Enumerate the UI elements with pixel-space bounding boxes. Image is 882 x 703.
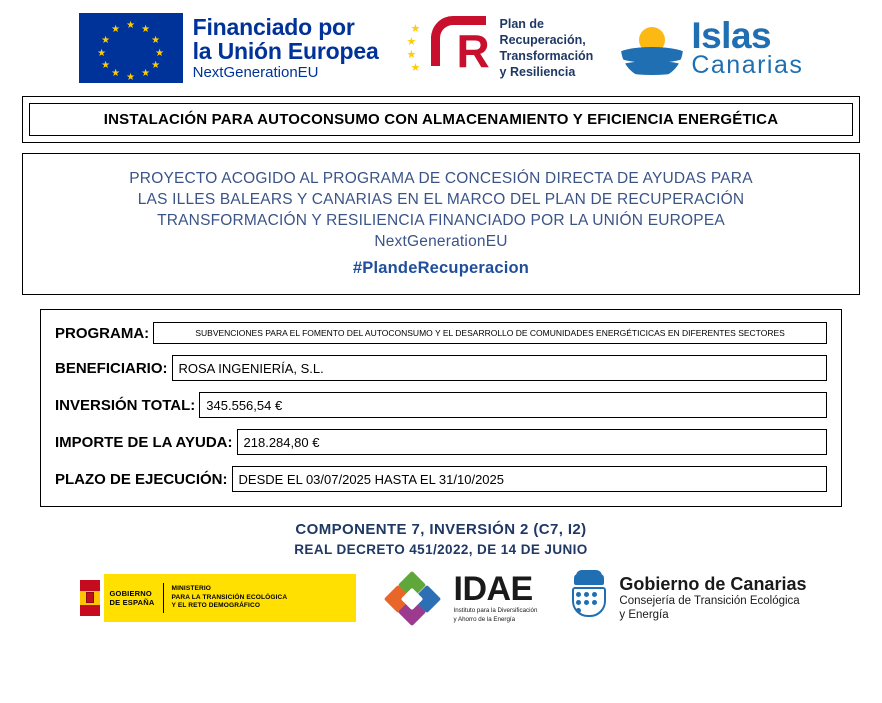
description-line-4: NextGenerationEU [374, 233, 508, 250]
value-inversion-total: 345.556,54 € [199, 392, 827, 418]
islas-canarias-logo [621, 14, 804, 79]
ministerio-line1: MINISTERIO [171, 585, 211, 593]
description-box [28, 159, 854, 289]
hashtag: #PlandeRecuperacion [352, 259, 530, 277]
islas-canarias-sun-wave-icon [621, 17, 683, 79]
ministerio-line2: PARA LA TRANSICIÓN ECOLÓGICA [171, 593, 288, 601]
field-row-inversion-total [55, 392, 827, 418]
gobierno-canarias-line1: Gobierno de Canarias [619, 574, 807, 594]
eu-logo-line3: NextGenerationEU [192, 64, 319, 82]
label-programa: PROGRAMA: [55, 324, 150, 342]
value-plazo-ejecucion: DESDE EL 03/07/2025 HASTA EL 31/10/2025 [232, 466, 827, 492]
title-box-outer [22, 96, 860, 143]
prtr-line3: Transformación [499, 49, 594, 63]
eu-logo-line2: la Unión Europea [192, 38, 379, 65]
eu-logo-line1: Financiado por [192, 13, 355, 40]
idae-name: IDAE [453, 569, 533, 608]
description-box-outer [22, 153, 860, 295]
component-line-2: REAL DECRETO 451/2022, DE 14 DE JUNIO [294, 542, 588, 557]
description-line-1: PROYECTO ACOGIDO AL PROGRAMA DE CONCESIÓN DIRECTA DE AYUDAS PARA [129, 170, 753, 187]
gobierno-canarias-line2: Consejería de Transición Ecológica [619, 595, 800, 607]
prtr-line4: y Resiliencia [499, 65, 576, 80]
value-programa: SUBVENCIONES PARA EL FOMENTO DEL AUTOCONSUMO Y EL DESARROLLO DE COMUNIDADES ENERGÉTICICAS EN DIFERENTES SECTORES [153, 322, 827, 344]
label-plazo-ejecucion: PLAZO DE EJECUCIÓN: [55, 470, 228, 488]
page-title: INSTALACIÓN PARA AUTOCONSUMO CON ALMACENAMIENTO Y EFICIENCIA ENERGÉTICA [29, 103, 853, 136]
footer-logo-bar [0, 571, 882, 625]
ministerio-line3: Y EL RETO DEMOGRÁFICO [171, 602, 261, 610]
label-importe-ayuda: IMPORTE DE LA AYUDA: [55, 433, 233, 451]
value-beneficiario: ROSA INGENIERÍA, S.L. [172, 355, 828, 381]
component-info [0, 521, 882, 557]
divider [163, 583, 164, 613]
description-line-3: TRANSFORMACIÓN Y RESILIENCIA FINANCIADO POR LA UNIÓN EUROPEA [157, 212, 725, 229]
gobierno-canarias-line3: y Energía [619, 609, 669, 621]
project-details-box [40, 309, 842, 507]
prtr-logo-icon: ★ ★ ★ ★ R [407, 14, 491, 82]
idae-diamond-icon [386, 571, 446, 625]
islas-canarias-line1: Islas [691, 14, 772, 56]
gobierno-espana-logo [76, 574, 356, 622]
field-row-beneficiario [55, 355, 827, 381]
label-beneficiario: BENEFICIARIO: [55, 359, 168, 377]
field-row-plazo-ejecucion [55, 466, 827, 492]
value-importe-ayuda: 218.284,80 € [237, 429, 827, 455]
prtr-logo [407, 14, 594, 82]
islas-canarias-line2: Canarias [691, 50, 804, 79]
label-inversion-total: INVERSIÓN TOTAL: [55, 396, 196, 414]
idae-subtitle-line1: Instituto para la Diversificación [453, 606, 538, 614]
eu-funding-logo [79, 13, 379, 83]
header-logo-bar [0, 0, 882, 92]
gobierno-espana-line1: GOBIERNO [109, 588, 152, 598]
idae-subtitle-line2: y Ahorro de la Energía [453, 616, 516, 623]
description-line-2: LAS ILLES BALEARS Y CANARIAS EN EL MARCO DEL PLAN DE RECUPERACIÓN [137, 191, 745, 208]
gobierno-canarias-logo [567, 572, 806, 624]
field-row-programa [55, 322, 827, 344]
spain-flag-icon [76, 574, 104, 622]
field-row-importe-ayuda [55, 429, 827, 455]
eu-flag-icon: ★ ★ ★ ★ ★ ★ ★ ★ ★ ★ ★ ★ [79, 13, 183, 83]
canarias-shield-icon [567, 572, 611, 624]
gobierno-espana-line2: DE ESPAÑA [109, 598, 155, 607]
prtr-line1: Plan de [499, 16, 545, 31]
idae-logo [386, 571, 538, 625]
prtr-line2: Recuperación, [499, 32, 586, 47]
component-line-1: COMPONENTE 7, INVERSIÓN 2 (C7, I2) [295, 521, 587, 538]
